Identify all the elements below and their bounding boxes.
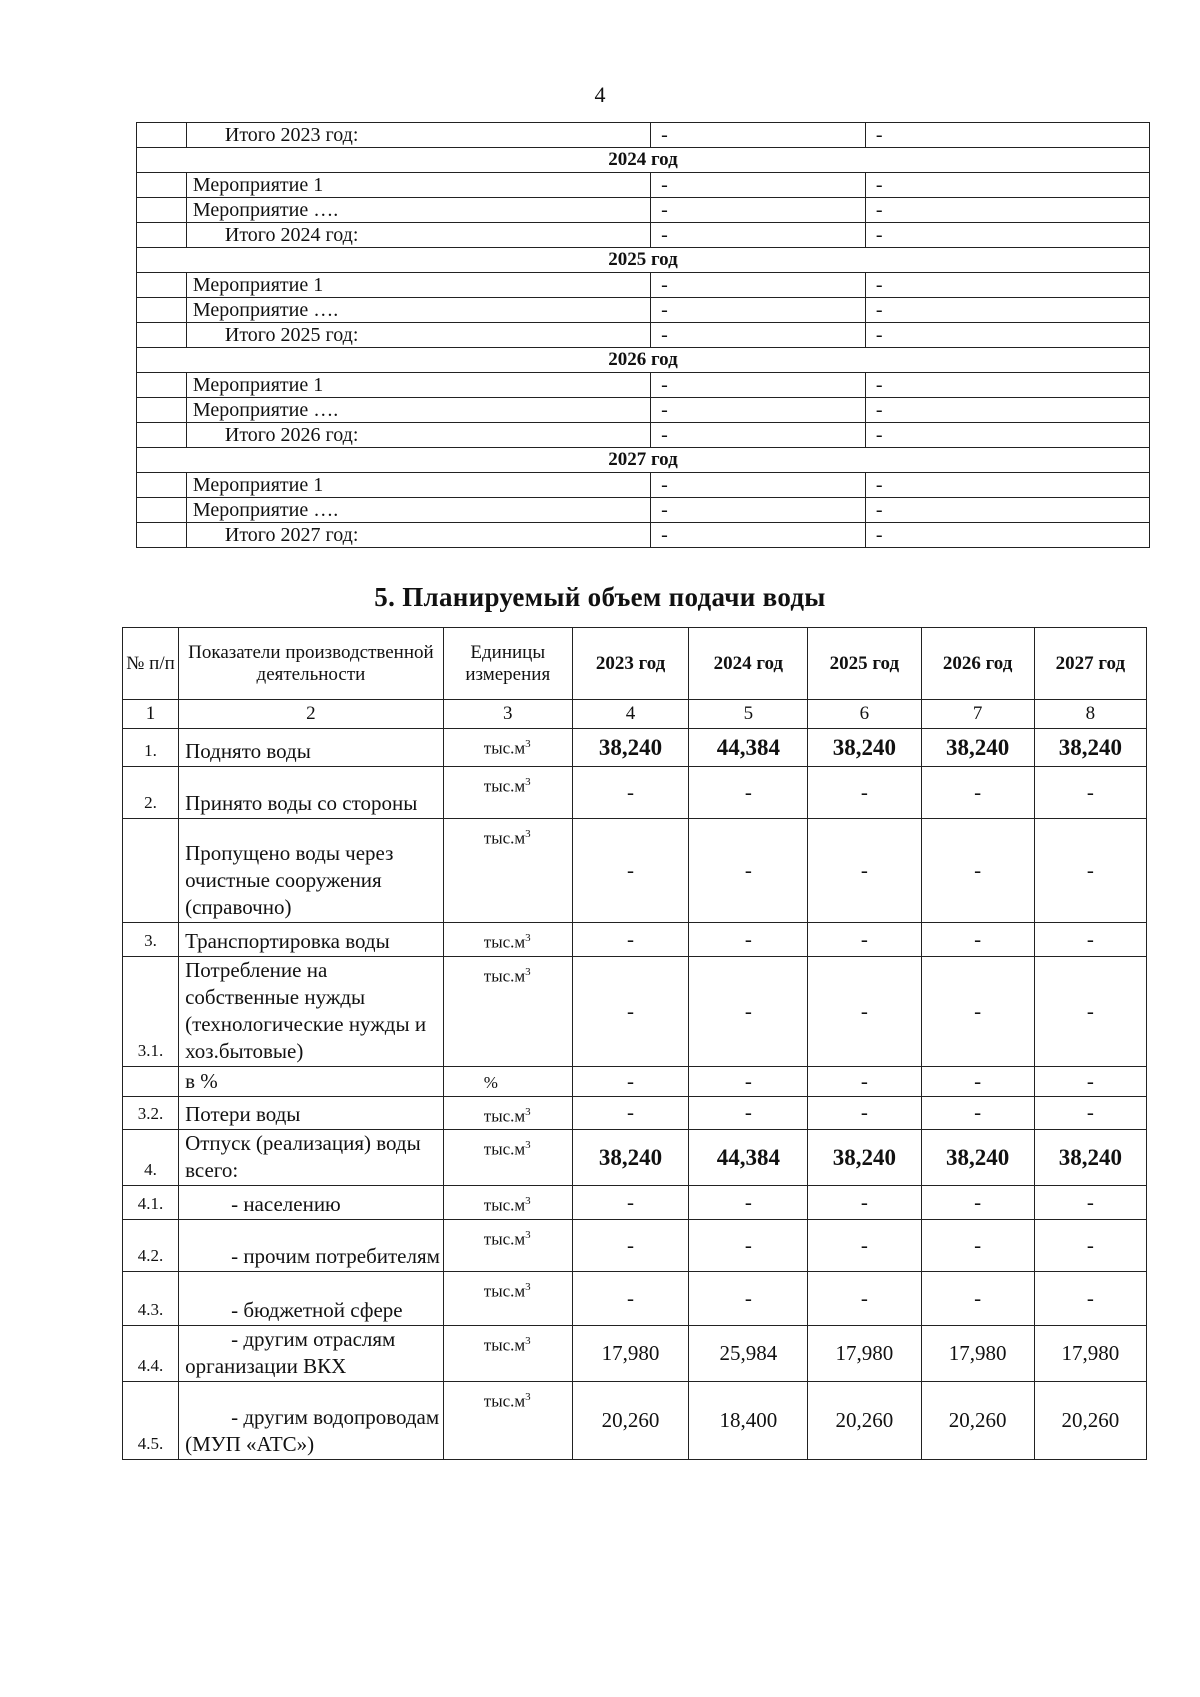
value-cell: - bbox=[865, 298, 1149, 323]
unit-cell bbox=[443, 1096, 572, 1130]
year-value: - bbox=[572, 819, 689, 923]
unit-superscript: 3 bbox=[525, 965, 531, 978]
unit-label: тыс.м bbox=[483, 966, 526, 986]
year-value: 17,980 bbox=[572, 1325, 689, 1381]
events-table-row bbox=[137, 373, 1150, 398]
row-number-cell bbox=[137, 298, 187, 323]
events-table-row bbox=[137, 198, 1150, 223]
row-number-cell bbox=[137, 223, 187, 248]
indicator-name-text: - населению bbox=[231, 1191, 341, 1216]
year-value: 38,240 bbox=[572, 1130, 689, 1186]
indicator-name-text: - прочим потребителям bbox=[231, 1243, 440, 1268]
year-value: 38,240 bbox=[921, 1130, 1034, 1186]
row-number-cell bbox=[137, 323, 187, 348]
column-index: 1 bbox=[123, 700, 179, 729]
event-label: Мероприятие …. bbox=[186, 398, 650, 423]
table-row bbox=[123, 1096, 1147, 1130]
value-cell: - bbox=[651, 198, 866, 223]
total-label: Итого 2026 год: bbox=[186, 423, 650, 448]
year-value: - bbox=[572, 1066, 689, 1096]
total-label: Итого 2025 год: bbox=[186, 323, 650, 348]
value-cell: - bbox=[865, 198, 1149, 223]
year-value: 20,260 bbox=[1034, 1381, 1146, 1459]
year-value: - bbox=[689, 1219, 808, 1271]
year-value: 38,240 bbox=[808, 1130, 921, 1186]
year-heading: 2024 год bbox=[137, 148, 1150, 173]
unit-label: тыс.м bbox=[483, 1281, 526, 1301]
year-value: - bbox=[689, 767, 808, 819]
value-cell: - bbox=[651, 423, 866, 448]
row-number: 4.1. bbox=[123, 1186, 179, 1220]
unit-superscript: 3 bbox=[525, 1228, 531, 1241]
unit-cell bbox=[443, 1325, 572, 1381]
year-value: - bbox=[808, 956, 921, 1066]
year-value: - bbox=[1034, 956, 1146, 1066]
row-number: 4.4. bbox=[123, 1325, 179, 1381]
unit-label: тыс.м bbox=[483, 776, 526, 796]
indicator-name bbox=[179, 1186, 444, 1220]
year-value: - bbox=[572, 923, 689, 957]
row-number: 4.3. bbox=[123, 1271, 179, 1325]
value-cell: - bbox=[651, 323, 866, 348]
unit-superscript: 3 bbox=[525, 738, 531, 750]
events-table-row bbox=[137, 523, 1150, 548]
year-value: - bbox=[808, 767, 921, 819]
unit-label: тыс.м bbox=[483, 1139, 526, 1159]
year-value: 17,980 bbox=[1034, 1325, 1146, 1381]
row-number-cell bbox=[137, 498, 187, 523]
table-row bbox=[123, 1325, 1147, 1381]
events-table-row bbox=[137, 448, 1150, 473]
year-value: 17,980 bbox=[921, 1325, 1034, 1381]
year-value: 44,384 bbox=[689, 729, 808, 767]
row-number: 3.1. bbox=[123, 956, 179, 1066]
column-index: 6 bbox=[808, 700, 921, 729]
year-value: - bbox=[808, 1096, 921, 1130]
value-cell: - bbox=[865, 473, 1149, 498]
unit-label: тыс.м bbox=[483, 738, 526, 758]
table-row bbox=[123, 956, 1147, 1066]
year-value: 25,984 bbox=[689, 1325, 808, 1381]
unit-label: тыс.м bbox=[483, 1195, 526, 1215]
row-number: 3. bbox=[123, 923, 179, 957]
header-year-2027: 2027 год bbox=[1034, 628, 1146, 700]
indicator-name: Потребление на собственные нужды (технологические нужды и хоз.бытовые) bbox=[179, 956, 444, 1066]
year-value: - bbox=[572, 1271, 689, 1325]
row-number: 4.5. bbox=[123, 1381, 179, 1459]
year-value: - bbox=[921, 1186, 1034, 1220]
unit-superscript: 3 bbox=[525, 1105, 531, 1118]
value-cell: - bbox=[865, 123, 1149, 148]
year-value: 38,240 bbox=[1034, 729, 1146, 767]
header-year-2026: 2026 год bbox=[921, 628, 1034, 700]
indicator-name bbox=[179, 1325, 444, 1381]
year-value: - bbox=[921, 956, 1034, 1066]
event-label: Мероприятие 1 bbox=[186, 473, 650, 498]
value-cell: - bbox=[651, 273, 866, 298]
table-row bbox=[123, 767, 1147, 819]
value-cell: - bbox=[651, 123, 866, 148]
year-value: - bbox=[921, 1066, 1034, 1096]
year-value: - bbox=[689, 1096, 808, 1130]
row-number-cell bbox=[137, 173, 187, 198]
year-value: - bbox=[808, 1219, 921, 1271]
year-value: - bbox=[808, 819, 921, 923]
year-value: - bbox=[689, 819, 808, 923]
unit-label: тыс.м bbox=[483, 828, 526, 848]
value-cell: - bbox=[865, 523, 1149, 548]
row-number: 1. bbox=[123, 729, 179, 767]
table-row bbox=[123, 1066, 1147, 1096]
header-indicators: Показатели производственной деятельности bbox=[179, 628, 444, 700]
unit-cell bbox=[443, 1130, 572, 1186]
header-year-2024: 2024 год bbox=[689, 628, 808, 700]
events-table bbox=[136, 122, 1150, 548]
value-cell: - bbox=[651, 398, 866, 423]
water-supply-table bbox=[122, 627, 1147, 1460]
year-value: - bbox=[689, 1066, 808, 1096]
events-table-row bbox=[137, 473, 1150, 498]
column-index: 4 bbox=[572, 700, 689, 729]
value-cell: - bbox=[865, 423, 1149, 448]
events-table-row bbox=[137, 398, 1150, 423]
header-year-2023: 2023 год bbox=[572, 628, 689, 700]
year-value: 38,240 bbox=[572, 729, 689, 767]
events-table-row bbox=[137, 323, 1150, 348]
events-table-row bbox=[137, 148, 1150, 173]
event-label: Мероприятие …. bbox=[186, 298, 650, 323]
header-units: Единицы измерения bbox=[443, 628, 572, 700]
row-number-cell bbox=[137, 273, 187, 298]
unit-label: тыс.м bbox=[483, 1335, 526, 1355]
table-row bbox=[123, 923, 1147, 957]
events-table-row bbox=[137, 273, 1150, 298]
value-cell: - bbox=[865, 223, 1149, 248]
event-label: Мероприятие …. bbox=[186, 498, 650, 523]
total-label: Итого 2027 год: bbox=[186, 523, 650, 548]
table-row bbox=[123, 1186, 1147, 1220]
event-label: Мероприятие 1 bbox=[186, 273, 650, 298]
table-row bbox=[123, 1219, 1147, 1271]
value-cell: - bbox=[865, 498, 1149, 523]
unit-cell bbox=[443, 1186, 572, 1220]
value-cell: - bbox=[651, 173, 866, 198]
unit-cell bbox=[443, 729, 572, 767]
table-row bbox=[123, 1381, 1147, 1459]
row-number: 4. bbox=[123, 1130, 179, 1186]
header-year-2025: 2025 год bbox=[808, 628, 921, 700]
value-cell: - bbox=[651, 473, 866, 498]
events-table-row bbox=[137, 173, 1150, 198]
year-value: 44,384 bbox=[689, 1130, 808, 1186]
row-number-cell bbox=[137, 198, 187, 223]
header-num: № п/п bbox=[123, 628, 179, 700]
year-value: - bbox=[689, 1271, 808, 1325]
year-heading: 2025 год bbox=[137, 248, 1150, 273]
unit-superscript: 3 bbox=[525, 1280, 531, 1293]
year-value: - bbox=[1034, 1066, 1146, 1096]
unit-cell bbox=[443, 956, 572, 1066]
table-row bbox=[123, 819, 1147, 923]
year-value: - bbox=[921, 1219, 1034, 1271]
indicator-name: в % bbox=[179, 1066, 444, 1096]
column-index: 5 bbox=[689, 700, 808, 729]
year-value: 38,240 bbox=[1034, 1130, 1146, 1186]
year-value: - bbox=[808, 1066, 921, 1096]
year-value: - bbox=[572, 1186, 689, 1220]
unit-label: тыс.м bbox=[483, 1229, 526, 1249]
row-number: 3.2. bbox=[123, 1096, 179, 1130]
year-value: - bbox=[689, 923, 808, 957]
unit-superscript: 3 bbox=[525, 828, 531, 840]
table-row bbox=[123, 1271, 1147, 1325]
total-label: Итого 2024 год: bbox=[186, 223, 650, 248]
unit-cell bbox=[443, 1271, 572, 1325]
row-number-cell bbox=[137, 123, 187, 148]
indicator-name: Потери воды bbox=[179, 1096, 444, 1130]
events-table-row bbox=[137, 248, 1150, 273]
indicator-name bbox=[179, 1271, 444, 1325]
event-label: Мероприятие 1 bbox=[186, 373, 650, 398]
year-value: - bbox=[808, 1186, 921, 1220]
year-value: 38,240 bbox=[921, 729, 1034, 767]
events-table-row bbox=[137, 348, 1150, 373]
unit-cell bbox=[443, 819, 572, 923]
events-table-row bbox=[137, 223, 1150, 248]
indicator-name bbox=[179, 1381, 444, 1459]
year-value: - bbox=[921, 819, 1034, 923]
unit-superscript: 3 bbox=[525, 932, 531, 944]
year-value: - bbox=[689, 1186, 808, 1220]
indicator-name: Отпуск (реализация) воды всего: bbox=[179, 1130, 444, 1186]
unit-superscript: 3 bbox=[525, 1390, 531, 1403]
year-value: - bbox=[921, 767, 1034, 819]
value-cell: - bbox=[651, 223, 866, 248]
indicator-name-text: - другим отраслям организации ВКХ bbox=[185, 1326, 396, 1378]
indicator-name-text: - бюджетной сфере bbox=[231, 1297, 403, 1322]
year-value: 20,260 bbox=[808, 1381, 921, 1459]
value-cell: - bbox=[865, 323, 1149, 348]
year-value: - bbox=[689, 956, 808, 1066]
value-cell: - bbox=[651, 298, 866, 323]
year-value: 20,260 bbox=[921, 1381, 1034, 1459]
year-value: - bbox=[1034, 1096, 1146, 1130]
row-number-cell bbox=[137, 473, 187, 498]
events-table-row bbox=[137, 298, 1150, 323]
column-index: 2 bbox=[179, 700, 444, 729]
year-value: - bbox=[572, 956, 689, 1066]
unit-cell bbox=[443, 767, 572, 819]
year-value: - bbox=[921, 923, 1034, 957]
unit-cell: % bbox=[443, 1066, 572, 1096]
column-index: 3 bbox=[443, 700, 572, 729]
year-value: - bbox=[572, 1096, 689, 1130]
table-row bbox=[123, 1130, 1147, 1186]
year-value: - bbox=[572, 1219, 689, 1271]
value-cell: - bbox=[865, 398, 1149, 423]
column-index: 7 bbox=[921, 700, 1034, 729]
indicator-name: Пропущено воды через очистные сооружения (справочно) bbox=[179, 819, 444, 923]
unit-superscript: 3 bbox=[525, 1139, 531, 1152]
year-value: 17,980 bbox=[808, 1325, 921, 1381]
year-value: - bbox=[808, 923, 921, 957]
column-index: 8 bbox=[1034, 700, 1146, 729]
indicator-name: Принято воды со стороны bbox=[179, 767, 444, 819]
page-number: 4 bbox=[594, 82, 606, 107]
row-number-cell bbox=[137, 423, 187, 448]
unit-superscript: 3 bbox=[525, 1195, 531, 1208]
year-value: - bbox=[1034, 1271, 1146, 1325]
unit-superscript: 3 bbox=[525, 1334, 531, 1347]
unit-label: тыс.м bbox=[483, 932, 526, 952]
year-value: 18,400 bbox=[689, 1381, 808, 1459]
value-cell: - bbox=[865, 173, 1149, 198]
row-number: 2. bbox=[123, 767, 179, 819]
events-table-row bbox=[137, 423, 1150, 448]
unit-label: тыс.м bbox=[483, 1391, 526, 1411]
year-value: - bbox=[1034, 767, 1146, 819]
event-label: Мероприятие 1 bbox=[186, 173, 650, 198]
events-table-row bbox=[137, 498, 1150, 523]
section-title: 5. Планируемый объем подачи воды bbox=[374, 582, 826, 612]
year-value: - bbox=[1034, 1186, 1146, 1220]
value-cell: - bbox=[865, 273, 1149, 298]
event-label: Мероприятие …. bbox=[186, 198, 650, 223]
indicator-name: Поднято воды bbox=[179, 729, 444, 767]
year-value: - bbox=[921, 1096, 1034, 1130]
events-table-row bbox=[137, 123, 1150, 148]
row-number-cell bbox=[137, 373, 187, 398]
year-value: - bbox=[1034, 923, 1146, 957]
row-number-cell bbox=[137, 523, 187, 548]
unit-superscript: 3 bbox=[525, 776, 531, 788]
year-value: 20,260 bbox=[572, 1381, 689, 1459]
value-cell: - bbox=[865, 373, 1149, 398]
unit-cell bbox=[443, 1219, 572, 1271]
unit-label: тыс.м bbox=[483, 1106, 526, 1126]
year-value: - bbox=[1034, 1219, 1146, 1271]
unit-cell bbox=[443, 923, 572, 957]
row-number bbox=[123, 1066, 179, 1096]
total-label: Итого 2023 год: bbox=[186, 123, 650, 148]
indicator-name-text: - другим водопроводам (МУП «АТС») bbox=[185, 1404, 440, 1456]
row-number bbox=[123, 819, 179, 923]
value-cell: - bbox=[651, 498, 866, 523]
indicator-name bbox=[179, 1219, 444, 1271]
table-row bbox=[123, 729, 1147, 767]
year-value: - bbox=[921, 1271, 1034, 1325]
value-cell: - bbox=[651, 373, 866, 398]
year-value: - bbox=[572, 767, 689, 819]
row-number: 4.2. bbox=[123, 1219, 179, 1271]
year-value: - bbox=[808, 1271, 921, 1325]
year-heading: 2027 год bbox=[137, 448, 1150, 473]
value-cell: - bbox=[651, 523, 866, 548]
year-heading: 2026 год bbox=[137, 348, 1150, 373]
year-value: 38,240 bbox=[808, 729, 921, 767]
year-value: - bbox=[1034, 819, 1146, 923]
row-number-cell bbox=[137, 398, 187, 423]
indicator-name: Транспортировка воды bbox=[179, 923, 444, 957]
unit-cell bbox=[443, 1381, 572, 1459]
